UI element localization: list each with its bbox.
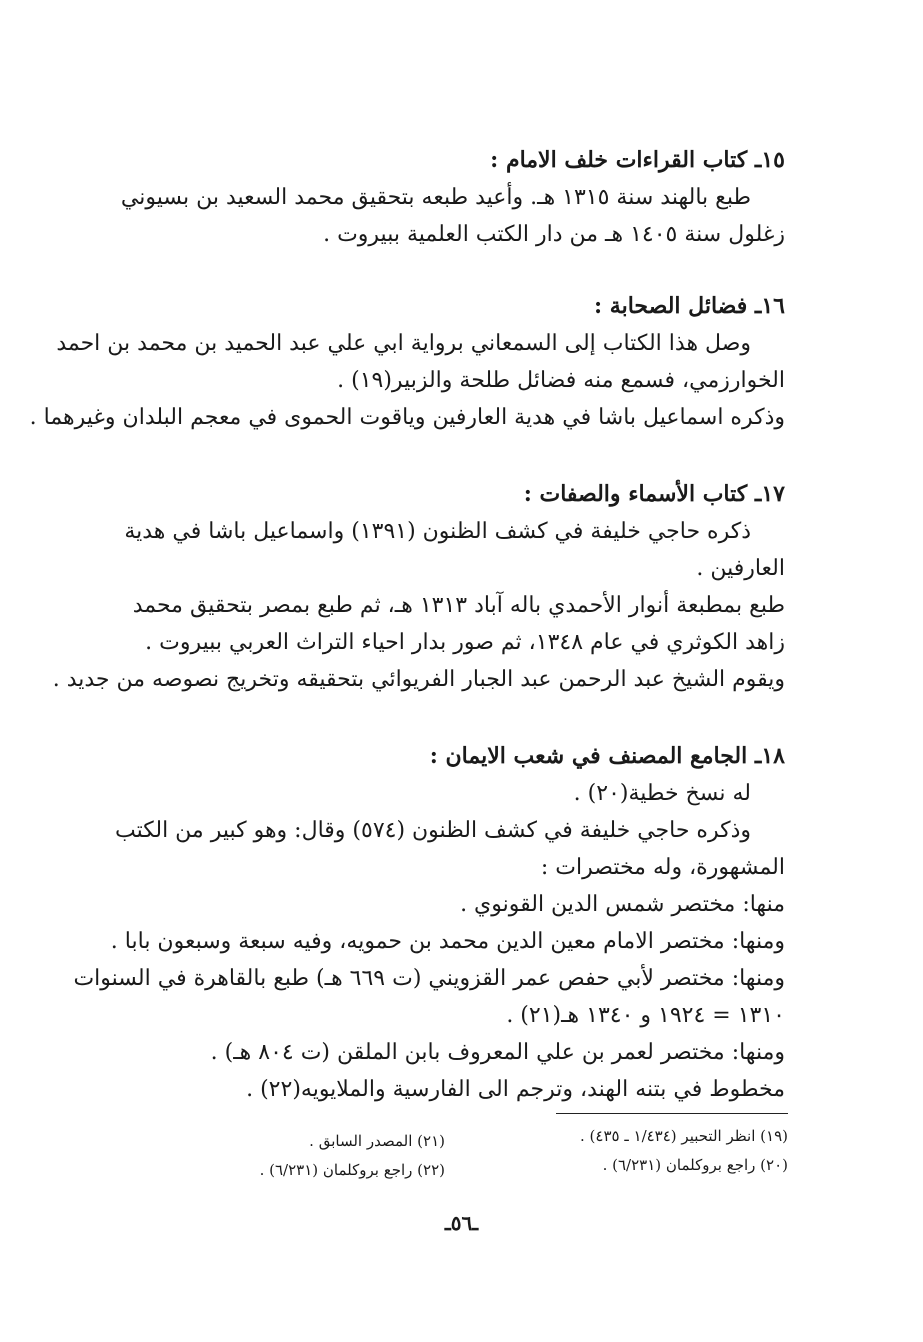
paragraph-line: طبع بالهند سنة ١٣١٥ هـ. وأعيد طبعه بتحقيق محمد السعيد بن بسيوني: [120, 185, 751, 210]
paragraph-line: طبع بمطبعة أنوار الأحمدي باله آباد ١٣١٣ هـ، ثم طبع بمصر بتحقيق محمد: [132, 593, 785, 618]
section-heading: ١٧ـ كتاب الأسماء والصفات :: [523, 481, 785, 507]
section-18: [73, 738, 785, 1108]
footnote-separator: [556, 1113, 788, 1114]
page-number: ـ٥٦ـ: [444, 1211, 479, 1235]
paragraph-line: زاهد الكوثري في عام ١٣٤٨، ثم صور بدار احياء التراث العربي ببيروت .: [145, 630, 785, 655]
paragraph-line: ويقوم الشيخ عبد الرحمن عبد الجبار الفريوائي بتحقيقه وتخريج نصوصه من جديد .: [52, 667, 785, 692]
paragraph-line: ذكره حاجي خليفة في كشف الظنون (١٣٩١) واسماعيل باشا في هدية: [124, 519, 751, 544]
footnote-22: (٢٢) راجع بروكلمان (٦/٢٣١) .: [259, 1161, 445, 1179]
paragraph-line: له نسخ خطية(٢٠) .: [573, 781, 751, 806]
paragraph-line: وذكره اسماعيل باشا في هدية العارفين وياقوت الحموى في معجم البلدان وغيرهما .: [29, 405, 785, 430]
section-heading: ١٦ـ فضائل الصحابة :: [594, 293, 785, 319]
footnote-21: (٢١) المصدر السابق .: [309, 1132, 445, 1150]
paragraph-line: ومنها: مختصر لأبي حفص عمر القزويني (ت ٦٦٩ هـ) طبع بالقاهرة في السنوات: [73, 966, 785, 991]
paragraph-line: منها: مختصر شمس الدين القونوي .: [460, 892, 785, 917]
section-heading: ١٥ـ كتاب القراءات خلف الامام :: [490, 147, 785, 173]
paragraph-line: الخوارزمي، فسمع منه فضائل طلحة والزبير(١٩) .: [337, 368, 785, 393]
paragraph-line: وصل هذا الكتاب إلى السمعاني برواية ابي علي عبد الحميد بن محمد بن احمد: [56, 331, 751, 356]
section-heading: ١٨ـ الجامع المصنف في شعب الايمان :: [429, 743, 785, 769]
paragraph-line: المشهورة، وله مختصرات :: [540, 855, 785, 880]
paragraph-line: ومنها: مختصر لعمر بن علي المعروف بابن الملقن (ت ٨٠٤ هـ) .: [210, 1040, 785, 1065]
footnote-19: (١٩) انظر التحبير (١/٤٣٤ ـ ٤٣٥) .: [580, 1127, 788, 1145]
paragraph-line: زغلول سنة ١٤٠٥ هـ من دار الكتب العلمية ببيروت .: [323, 222, 785, 247]
section-15: [95, 142, 785, 253]
paragraph-line: ١٣١٠ = ١٩٢٤ و ١٣٤٠ هـ(٢١) .: [506, 1003, 785, 1028]
paragraph-line: العارفين .: [696, 556, 785, 581]
paragraph-line: مخطوط في بتنه الهند، وترجم الى الفارسية والملايويه(٢٢) .: [246, 1077, 785, 1102]
footnote-20: (٢٠) راجع بروكلمان (٦/٢٣١) .: [602, 1156, 788, 1174]
section-16: [29, 288, 785, 436]
paragraph-line: ومنها: مختصر الامام معين الدين محمد بن حمويه، وفيه سبعة وسبعون بابا .: [110, 929, 785, 954]
paragraph-line: وذكره حاجي خليفة في كشف الظنون (٥٧٤) وقال: وهو كبير من الكتب: [114, 818, 751, 843]
section-17: [52, 476, 785, 698]
